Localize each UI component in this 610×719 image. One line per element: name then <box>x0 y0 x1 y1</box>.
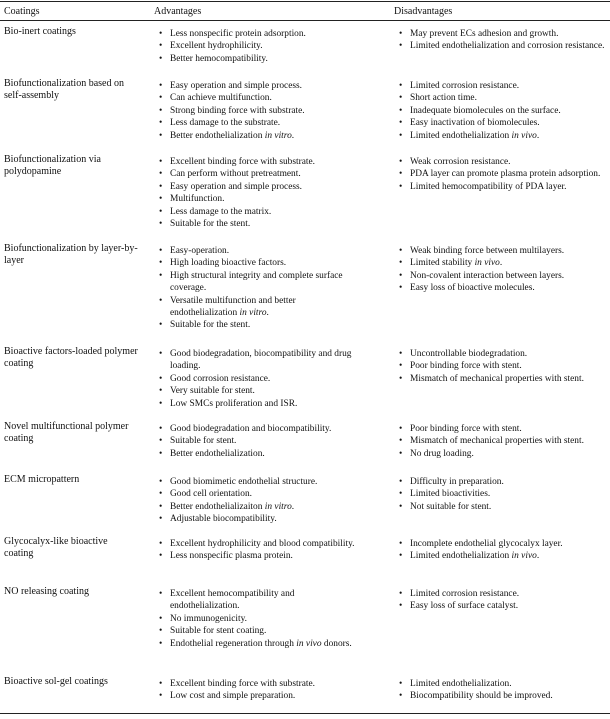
italic-text: in vitro <box>264 501 292 512</box>
bullet-icon: • <box>399 589 403 599</box>
list-item <box>158 40 358 52</box>
header-coatings: Coatings <box>4 6 40 17</box>
bullet-icon: • <box>159 93 163 104</box>
item-text: Limited endothelialization <box>410 551 512 562</box>
item-text: . <box>291 501 295 512</box>
item-text: donors. <box>321 638 352 649</box>
advantages-list <box>158 476 358 526</box>
bullet-icon: • <box>159 613 163 624</box>
item-text: Less damage to the matrix. <box>170 206 272 217</box>
bullet-icon: • <box>399 489 403 500</box>
bullet-icon: • <box>159 258 163 269</box>
list-item <box>158 435 358 447</box>
list-item <box>398 181 608 193</box>
coating-name: Novel multifunctional polymer coating <box>4 421 129 445</box>
bullet-icon: • <box>159 349 163 359</box>
list-item <box>158 80 358 92</box>
bullet-icon: • <box>159 477 163 487</box>
item-text: May prevent ECs adhesion and growth. <box>410 29 559 39</box>
bullet-icon: • <box>399 118 403 129</box>
item-text: Easy loss of surface catalyst. <box>410 601 519 612</box>
item-text: High structural integrity and complete surface coverage. <box>170 270 343 294</box>
item-text: Suitable for the stent. <box>170 320 251 331</box>
list-item <box>158 588 358 613</box>
item-text: Mismatch of mechanical properties with stent. <box>410 436 584 447</box>
bullet-icon: • <box>159 320 163 331</box>
bullet-icon: • <box>399 436 403 447</box>
bullet-icon: • <box>159 41 163 52</box>
bullet-icon: • <box>399 258 403 269</box>
bullet-icon: • <box>159 130 163 141</box>
list-item <box>158 193 358 205</box>
advantages-list <box>158 28 358 65</box>
coating-name: Glycocalyx-like bioactive coating <box>4 536 108 560</box>
list-item <box>158 348 358 373</box>
item-text: Excellent hemocompatibility and endothelialization. <box>170 589 295 612</box>
bullet-icon: • <box>399 93 403 104</box>
item-text: Can achieve multifunction. <box>170 93 272 104</box>
item-text: . <box>536 130 540 141</box>
list-item <box>158 319 358 331</box>
item-text: Good cell orientation. <box>170 489 253 500</box>
item-text: Suitable for the stent. <box>170 219 251 230</box>
item-text: Less nonspecific protein adsorption. <box>170 29 306 39</box>
list-item <box>158 295 358 320</box>
item-text: Limited hemocompatibility of PDA layer. <box>410 181 567 192</box>
bullet-icon: • <box>159 118 163 129</box>
list-item <box>398 156 608 168</box>
list-item <box>398 423 608 435</box>
list-item <box>158 257 358 269</box>
item-text: Suitable for stent. <box>170 436 237 447</box>
item-text: Limited endothelialization <box>410 130 512 141</box>
bullet-icon: • <box>399 270 403 281</box>
list-item <box>158 181 358 193</box>
list-item <box>158 625 358 637</box>
list-item <box>398 168 608 180</box>
list-item <box>158 476 358 488</box>
header-disadvantages: Disadvantages <box>394 6 453 17</box>
list-item <box>398 550 608 562</box>
item-text: High loading bioactive factors. <box>170 258 287 269</box>
advantages-list <box>158 80 358 142</box>
list-item <box>398 690 608 702</box>
item-text: Inadequate biomolecules on the surface. <box>410 105 561 116</box>
list-item <box>398 373 608 385</box>
item-text: No drug loading. <box>410 448 474 459</box>
disadvantages-list <box>398 156 608 193</box>
bullet-icon: • <box>159 436 163 447</box>
list-item <box>398 282 608 294</box>
list-item <box>398 130 608 142</box>
advantages-list <box>158 156 358 230</box>
table-bottom-rule <box>0 713 610 714</box>
table-top-rule <box>0 1 610 2</box>
item-text: Endothelial regeneration through <box>170 638 297 649</box>
item-text: Excellent hydrophilicity. <box>170 41 263 52</box>
bullet-icon: • <box>159 53 163 64</box>
bullet-icon: • <box>159 181 163 192</box>
bullet-icon: • <box>399 157 403 167</box>
list-item <box>158 690 358 702</box>
list-item <box>398 476 608 488</box>
advantages-list <box>158 423 358 460</box>
bullet-icon: • <box>159 448 163 459</box>
bullet-icon: • <box>159 679 163 689</box>
disadvantages-list <box>398 423 608 460</box>
list-item <box>158 130 358 142</box>
item-text: Poor binding force with stent. <box>410 361 522 372</box>
item-text: Less nonspecific plasma protein. <box>170 551 293 562</box>
bullet-icon: • <box>159 398 163 409</box>
list-item <box>158 28 358 40</box>
list-item <box>398 448 608 460</box>
bullet-icon: • <box>159 169 163 180</box>
advantages-list <box>158 678 358 703</box>
bullet-icon: • <box>399 361 403 372</box>
bullet-icon: • <box>159 501 163 512</box>
bullet-icon: • <box>399 105 403 116</box>
item-text: Non-covalent interaction between layers. <box>410 270 565 281</box>
list-item <box>398 28 608 40</box>
header-advantages: Advantages <box>154 6 202 17</box>
coating-name: Bioactive factors-loaded polymer coating <box>4 346 138 370</box>
list-item <box>398 40 608 52</box>
list-item <box>158 613 358 625</box>
list-item <box>158 206 358 218</box>
list-item <box>398 245 608 257</box>
list-item <box>158 423 358 435</box>
list-item <box>158 168 358 180</box>
list-item <box>158 245 358 257</box>
item-text: Easy operation and simple process. <box>170 81 302 91</box>
item-text: Limited endothelialization. <box>410 679 512 689</box>
advantages-list <box>158 348 358 410</box>
item-text: Not suitable for stent. <box>410 501 492 512</box>
bullet-icon: • <box>159 105 163 116</box>
list-item <box>398 488 608 500</box>
bullet-icon: • <box>399 81 403 91</box>
bullet-icon: • <box>159 589 163 599</box>
bullet-icon: • <box>399 130 403 141</box>
item-text: Easy loss of bioactive molecules. <box>410 283 535 294</box>
bullet-icon: • <box>399 539 403 549</box>
bullet-icon: • <box>159 157 163 167</box>
list-item <box>398 270 608 282</box>
italic-text: in vivo <box>511 130 537 141</box>
italic-text: in vitro <box>239 308 267 319</box>
item-text: Weak corrosion resistance. <box>410 157 511 167</box>
disadvantages-list <box>398 538 608 563</box>
disadvantages-list <box>398 80 608 142</box>
item-text: Easy inactivation of biomolecules. <box>410 118 540 129</box>
header-rule <box>0 20 610 21</box>
bullet-icon: • <box>399 691 403 702</box>
list-item <box>158 156 358 168</box>
italic-text: in vivo <box>296 638 322 649</box>
bullet-icon: • <box>159 386 163 397</box>
disadvantages-list <box>398 588 608 613</box>
item-text: Excellent binding force with substrate. <box>170 157 316 167</box>
bullet-icon: • <box>159 539 163 549</box>
bullet-icon: • <box>159 206 163 217</box>
bullet-icon: • <box>399 181 403 192</box>
bullet-icon: • <box>399 373 403 384</box>
list-item <box>398 257 608 269</box>
bullet-icon: • <box>399 448 403 459</box>
item-text: . <box>266 308 269 319</box>
coating-name: Biofunctionalization via polydopamine <box>4 154 101 178</box>
list-item <box>398 501 608 513</box>
item-text: Short action time. <box>410 93 477 104</box>
disadvantages-list <box>398 678 608 703</box>
list-item <box>158 538 358 550</box>
item-text: Better endothelialization. <box>170 448 265 459</box>
disadvantages-list <box>398 28 608 53</box>
list-item <box>158 550 358 562</box>
item-text: Biocompatibility should be improved. <box>410 691 553 702</box>
list-item <box>398 678 608 690</box>
bullet-icon: • <box>159 691 163 702</box>
item-text: Strong binding force with substrate. <box>170 105 305 116</box>
item-text: Easy operation and simple process. <box>170 181 302 192</box>
bullet-icon: • <box>159 194 163 205</box>
item-text: Excellent binding force with substrate. <box>170 679 316 689</box>
item-text: Easy-operation. <box>170 246 230 256</box>
bullet-icon: • <box>399 41 403 52</box>
bullet-icon: • <box>159 373 163 384</box>
item-text: Limited bioactivities. <box>410 489 491 500</box>
disadvantages-list <box>398 348 608 385</box>
bullet-icon: • <box>159 29 163 39</box>
item-text: Multifunction. <box>170 194 225 205</box>
list-item <box>158 678 358 690</box>
item-text: Low cost and simple preparation. <box>170 691 296 702</box>
bullet-icon: • <box>159 219 163 230</box>
list-item <box>398 538 608 550</box>
list-item <box>158 117 358 129</box>
item-text: . <box>499 258 503 269</box>
list-item <box>158 385 358 397</box>
item-text: Adjustable biocompatibility. <box>170 514 277 525</box>
coating-name: ECM micropattern <box>4 474 80 485</box>
list-item <box>158 638 358 650</box>
bullet-icon: • <box>159 246 163 256</box>
list-item <box>158 398 358 410</box>
bullet-icon: • <box>399 169 403 180</box>
list-item <box>398 105 608 117</box>
list-item <box>158 218 358 230</box>
coating-name: NO releasing coating <box>4 586 89 597</box>
list-item <box>398 435 608 447</box>
coating-name: Bio-inert coatings <box>4 26 76 37</box>
italic-text: in vivo <box>511 551 537 562</box>
disadvantages-list <box>398 476 608 513</box>
item-text: . <box>291 130 295 141</box>
bullet-icon: • <box>159 551 163 562</box>
list-item <box>158 92 358 104</box>
item-text: Low SMCs proliferation and ISR. <box>170 398 298 409</box>
item-text: No immunogenicity. <box>170 613 247 624</box>
italic-text: in vivo <box>474 258 500 269</box>
item-text: Better endothelialization <box>170 130 265 141</box>
bullet-icon: • <box>159 514 163 525</box>
item-text: Weak binding force between multilayers. <box>410 246 565 256</box>
list-item <box>398 360 608 372</box>
item-text: Better endothelializaiton <box>170 501 265 512</box>
item-text: Good biodegradation and biocompatibility. <box>170 424 332 434</box>
item-text: Limited stability <box>410 258 475 269</box>
list-item <box>158 105 358 117</box>
bullet-icon: • <box>159 489 163 500</box>
bullet-icon: • <box>399 29 403 39</box>
bullet-icon: • <box>159 424 163 434</box>
list-item <box>158 501 358 513</box>
bullet-icon: • <box>399 501 403 512</box>
bullet-icon: • <box>399 349 403 359</box>
bullet-icon: • <box>399 477 403 487</box>
item-text: Limited endothelialization and corrosion resistance. <box>410 41 605 52</box>
disadvantages-list <box>398 245 608 295</box>
item-text: Good corrosion resistance. <box>170 373 271 384</box>
bullet-icon: • <box>159 638 163 649</box>
item-text: Better hemocompatibility. <box>170 53 268 64</box>
item-text: Excellent hydrophilicity and blood compatibility. <box>170 539 355 549</box>
bullet-icon: • <box>399 283 403 294</box>
list-item <box>398 600 608 612</box>
bullet-icon: • <box>399 679 403 689</box>
item-text: Uncontrollable biodegradation. <box>410 349 528 359</box>
item-text: Less damage to the substrate. <box>170 118 281 129</box>
bullet-icon: • <box>399 551 403 562</box>
advantages-list <box>158 538 358 563</box>
item-text: Good biomimetic endothelial structure. <box>170 477 318 487</box>
item-text: Very suitable for stent. <box>170 386 255 397</box>
list-item <box>158 373 358 385</box>
item-text: Incomplete endothelial glycocalyx layer. <box>410 539 563 549</box>
item-text: Limited corrosion resistance. <box>410 81 520 91</box>
bullet-icon: • <box>399 424 403 434</box>
list-item <box>158 270 358 295</box>
list-item <box>158 488 358 500</box>
item-text: Suitable for stent coating. <box>170 626 267 637</box>
item-text: Good biodegradation, biocompatibility and drug loading. <box>170 349 352 372</box>
coating-name: Biofunctionalization by layer-by-layer <box>4 243 138 267</box>
advantages-list <box>158 588 358 650</box>
list-item <box>398 348 608 360</box>
list-item <box>158 53 358 65</box>
item-text: Mismatch of mechanical properties with stent. <box>410 373 584 384</box>
list-item <box>398 117 608 129</box>
advantages-list <box>158 245 358 332</box>
bullet-icon: • <box>399 246 403 256</box>
bullet-icon: • <box>159 270 163 281</box>
bullet-icon: • <box>399 601 403 612</box>
list-item <box>398 92 608 104</box>
list-item <box>158 448 358 460</box>
list-item <box>398 80 608 92</box>
item-text: Versatile multifunction and better endothelialization <box>170 295 296 319</box>
list-item <box>398 588 608 600</box>
italic-text: in vitro <box>264 130 292 141</box>
item-text: PDA layer can promote plasma protein adsorption. <box>410 169 601 180</box>
item-text: Limited corrosion resistance. <box>410 589 520 599</box>
list-item <box>158 513 358 525</box>
bullet-icon: • <box>159 626 163 637</box>
item-text: Difficulty in preparation. <box>410 477 504 487</box>
item-text: Poor binding force with stent. <box>410 424 522 434</box>
bullet-icon: • <box>159 81 163 91</box>
item-text: Can perform without pretreatment. <box>170 169 301 180</box>
coating-name: Biofunctionalization based on self-assembly <box>4 78 124 102</box>
bullet-icon: • <box>159 295 163 306</box>
coating-name: Bioactive sol-gel coatings <box>4 676 108 687</box>
item-text: . <box>536 551 540 562</box>
